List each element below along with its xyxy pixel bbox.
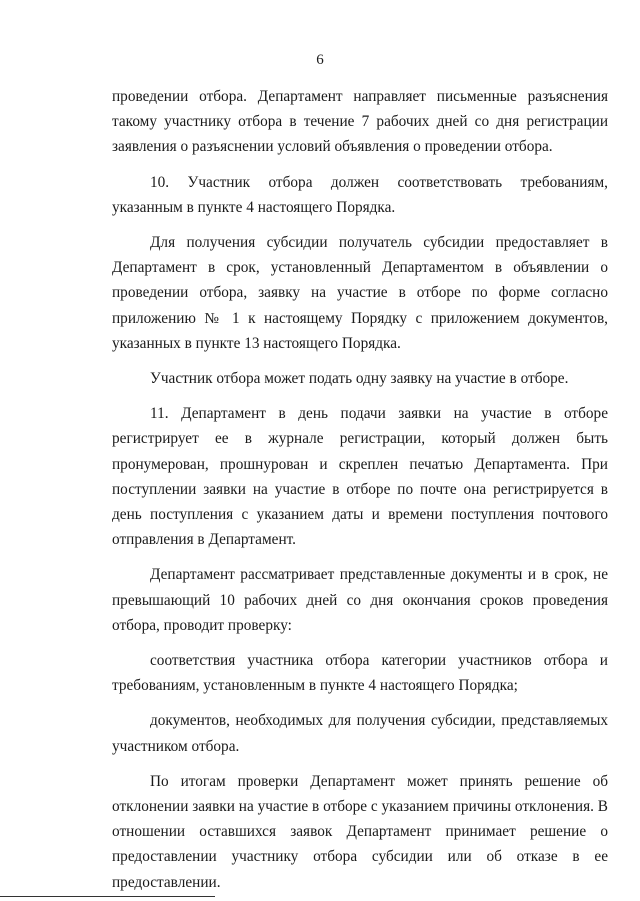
paragraph-subsidy-application: Для получения субсидии получатель субсидии предоставляет в Департамент в срок, установленный Департаментом в объявлении о проведении отбора, заявку на участие в отборе по форме согласно приложению № 1 к настоящему Порядку с приложением документов, указанных в пункте 13 настоящего Порядка.: [112, 234, 608, 352]
bottom-divider: [0, 896, 215, 897]
paragraph-check-compliance: соответствия участника отбора категории участников отбора и требованиям, установленным в пункте 4 настоящего Порядка;: [112, 652, 608, 695]
paragraph-check-documents: документов, необходимых для получения субсидии, представляемых участником отбора.: [112, 712, 608, 755]
paragraph-item-11: 11. Департамент в день подачи заявки на участие в отборе регистрирует ее в журнале регистрации, который должен быть пронумерован, прошнурован и скреплен печатью Департамента. При поступлении заявки на участие в отборе по почте она регистрируется в день поступления с указанием даты и времени поступления почтового отправления в Департамент.: [112, 405, 608, 549]
paragraph-continuation: проведении отбора. Департамент направляет письменные разъяснения такому участнику отбора в течение 7 рабочих дней со дня регистрации заявления о разъяснении условий объявления о проведении отбора.: [112, 88, 608, 156]
paragraph-item-10: 10. Участник отбора должен соответствовать требованиям, указанным в пункте 4 настоящего Порядка.: [112, 173, 608, 216]
paragraph-review-results: По итогам проверки Департамент может принять решение об отклонении заявки на участие в отборе с указанием причины отклонения. В отношении оставшихся заявок Департамент принимает решение о предоставлении участнику отбора субсидии или об отказе в ее предоставлении.: [112, 772, 608, 891]
document-body: [112, 84, 608, 895]
paragraph-one-application: Участник отбора может подать одну заявку на участие в отборе.: [150, 370, 569, 388]
page-number: 6: [316, 52, 324, 68]
paragraph-document-review: Департамент рассматривает представленные документы и в срок, не превышающий 10 рабочих дней со дня окончания сроков проведения отбора, проводит проверку:: [112, 566, 608, 634]
